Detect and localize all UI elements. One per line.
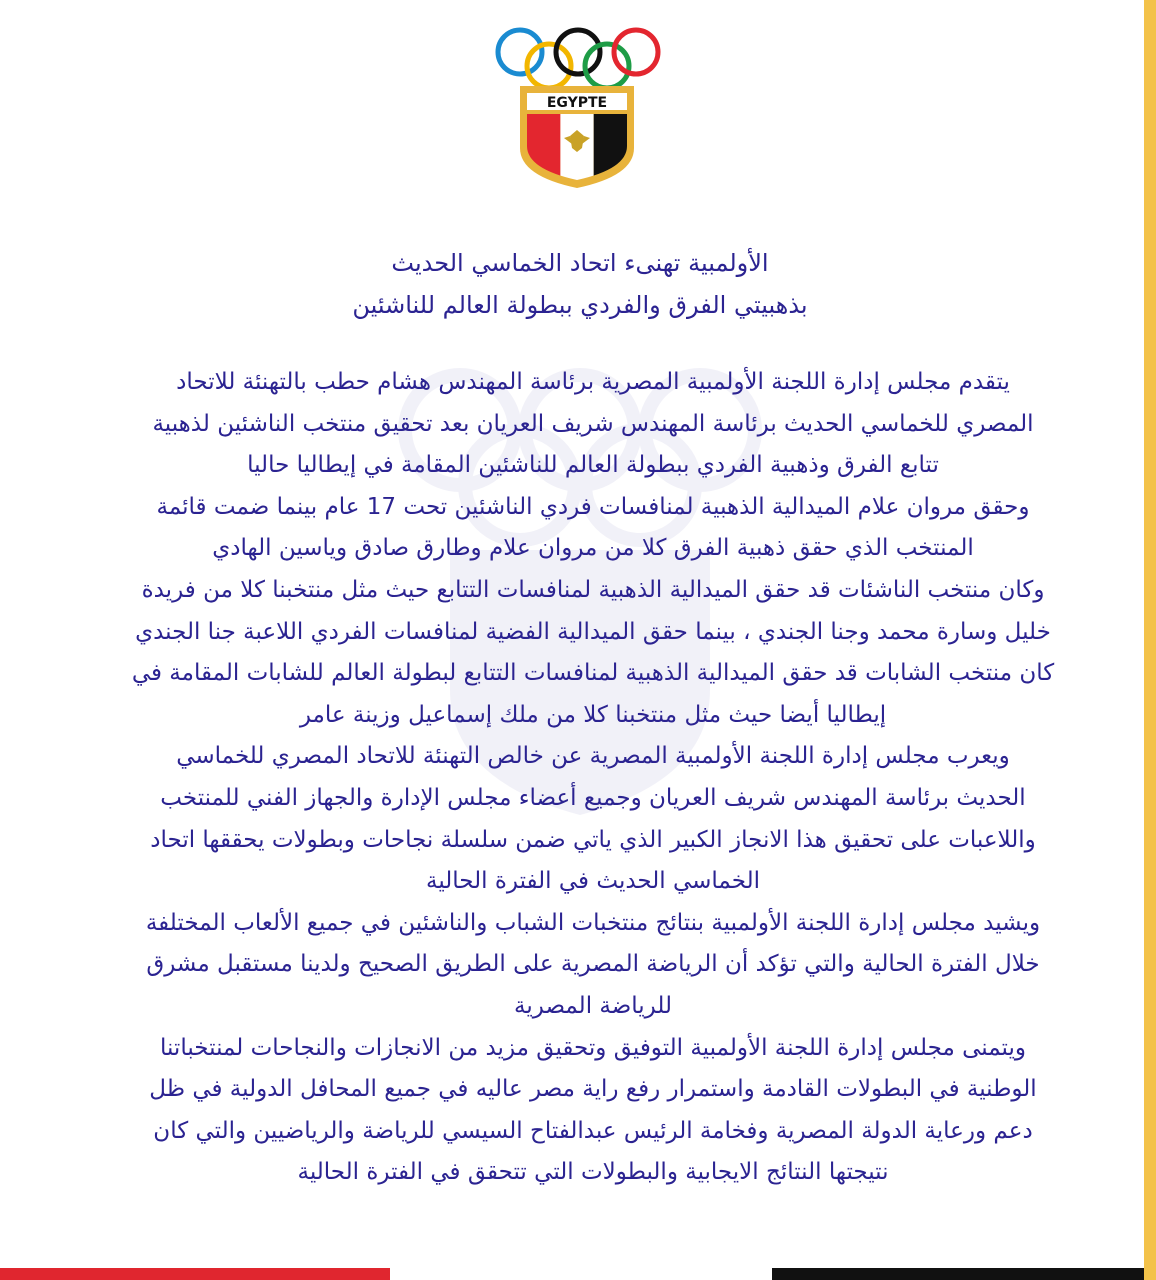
body-line: كان منتخب الشابات قد حقق الميدالية الذهبية لمنافسات التتابع لبطولة العالم للشابات المقامة في bbox=[131, 660, 1055, 687]
heading-line-2: بذهبيتي الفرق والفردي ببطولة العالم للناشئين bbox=[352, 291, 808, 319]
body-line: ويتمنى مجلس إدارة اللجنة الأولمبية التوفيق وتحقيق مزيد من الانجازات والنجاحات لمنتخباتنا bbox=[159, 1034, 1026, 1061]
body-line: ويشيد مجلس إدارة اللجنة الأولمبية بنتائج منتخبات الشباب والناشئين في جميع الألعاب المختلفة bbox=[145, 909, 1041, 936]
body-line: دعم ورعاية الدولة المصرية وفخامة الرئيس عبدالفتاح السيسي للرياضة والرياضيين والتي كان bbox=[153, 1117, 1033, 1144]
announcement-body bbox=[60, 362, 1126, 1194]
body-line: المصري للخماسي الحديث برئاسة المهندس شريف العريان بعد تحقيق منتخب الناشئين لذهبية bbox=[152, 410, 1034, 437]
body-line: للرياضة المصرية bbox=[514, 992, 672, 1019]
body-line: وحقق مروان علام الميدالية الذهبية لمنافسات فردي الناشئين تحت 17 عام بينما ضمت قائمة bbox=[156, 493, 1030, 520]
body-line: خلال الفترة الحالية والتي تؤكد أن الرياضة المصرية على الطريق الصحيح ولدينا مستقبل مشرق bbox=[146, 951, 1040, 978]
body-line: الحديث برئاسة المهندس شريف العريان وجميع أعضاء مجلس الإدارة والجهاز الفني للمنتخب bbox=[160, 784, 1026, 811]
logo-country-label: EGYPTE bbox=[546, 95, 608, 111]
body-line: إيطاليا أيضا حيث مثل منتخبنا كلا من ملك إسماعيل وزينة عامر bbox=[299, 701, 887, 728]
right-gold-border bbox=[1144, 0, 1156, 1280]
egypt-olympic-committee-logo bbox=[490, 26, 666, 190]
body-line: تتابع الفرق وذهبية الفردي ببطولة العالم للناشئين المقامة في إيطاليا حاليا bbox=[247, 452, 939, 479]
left-frame-border bbox=[0, 0, 14, 1280]
body-line: الخماسي الحديث في الفترة الحالية bbox=[426, 868, 760, 895]
body-line: المنتخب الذي حقق ذهبية الفرق كلا من مروان علام وطارق صادق وياسين الهادي bbox=[212, 535, 974, 562]
body-line: يتقدم مجلس إدارة اللجنة الأولمبية المصرية برئاسة المهندس هشام حطب بالتهنئة للاتحاد bbox=[176, 369, 1010, 395]
body-line: واللاعبات على تحقيق هذا الانجاز الكبير الذي ياتي ضمن سلسلة نجاحات وبطولات يحققها اتحاد bbox=[150, 826, 1036, 853]
body-line: ويعرب مجلس إدارة اللجنة الأولمبية المصرية عن خالص التهنئة للاتحاد المصري للخماسي bbox=[176, 743, 1010, 770]
body-line: الوطنية في البطولات القادمة واستمرار رفع راية مصر عاليه في جميع المحافل الدولية في ظل bbox=[149, 1076, 1037, 1103]
body-line: وكان منتخب الناشئات قد حقق الميدالية الذهبية لمنافسات التتابع حيث مثل منتخبنا كلا من فريدة bbox=[141, 576, 1045, 603]
bottom-red-bar bbox=[0, 1268, 390, 1280]
body-line: خليل وسارة محمد وجنا الجندي ، بينما حقق الميدالية الفضية لمنافسات الفردي اللاعبة جنا الجندي bbox=[135, 618, 1051, 645]
heading-line-1: الأولمبية تهنىء اتحاد الخماسي الحديث bbox=[391, 249, 769, 277]
announcement-heading bbox=[140, 242, 1020, 326]
bottom-black-bar bbox=[772, 1268, 1144, 1280]
body-line: نتيجتها النتائج الايجابية والبطولات التي تتحقق في الفترة الحالية bbox=[297, 1159, 889, 1186]
